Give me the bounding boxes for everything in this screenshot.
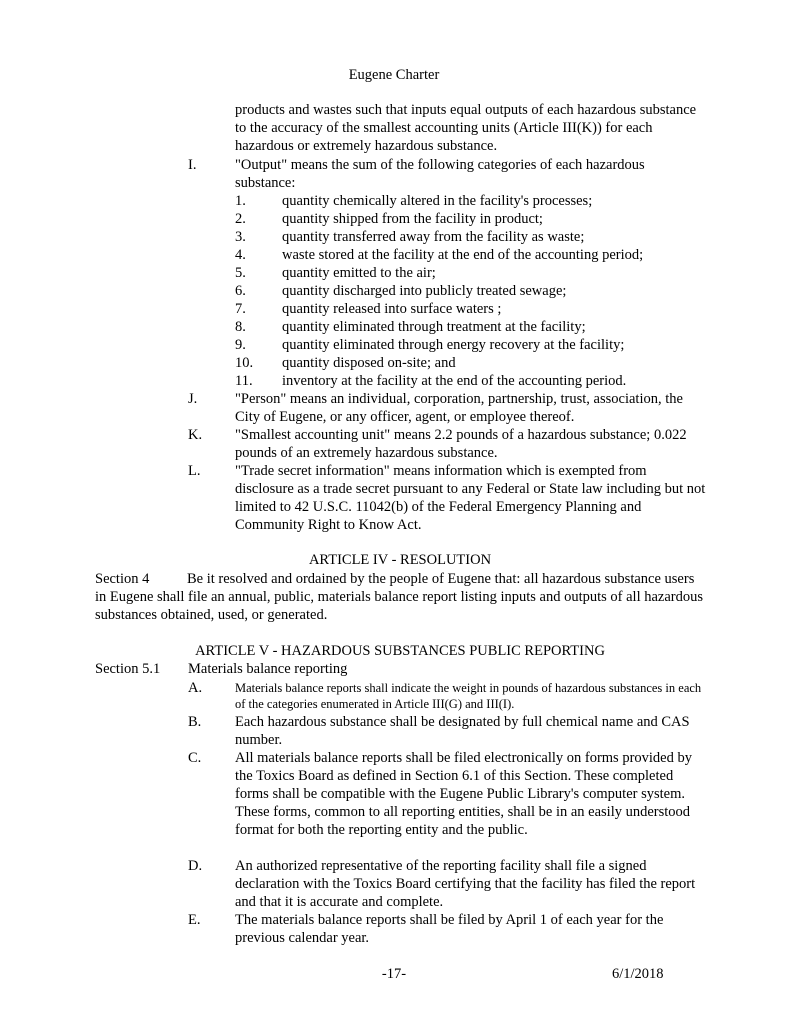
list-item-number: 5. <box>235 265 246 281</box>
definition-text: "Person" means an individual, corporation, partnership, trust, association, the City of Eugene, or any officer, agent, or employee thereof. <box>235 391 683 425</box>
definition-letter: J. <box>188 391 198 407</box>
list-item-number: 2. <box>235 211 246 227</box>
definition-letter: K. <box>188 427 203 443</box>
definition-letter: I. <box>188 157 197 173</box>
item-letter: B. <box>188 714 202 730</box>
article-v-heading: ARTICLE V - HAZARDOUS SUBSTANCES PUBLIC REPORTING <box>195 643 605 659</box>
footer-date: 6/1/2018 <box>612 966 664 982</box>
item-text: An authorized representative of the reporting facility shall file a signed declaration with the Toxics Board certifying that the facility has filed the report and that it is accurate and complete. <box>235 858 696 910</box>
article-iv-heading: ARTICLE IV - RESOLUTION <box>308 552 492 568</box>
list-item-text: waste stored at the facility at the end of the accounting period; <box>282 247 644 263</box>
list-item-number: 9. <box>235 337 246 353</box>
section-label: Section 5.1 <box>95 661 161 677</box>
item-letter: D. <box>188 858 203 874</box>
list-item-text: quantity emitted to the air; <box>282 265 436 281</box>
definition-text: "Trade secret information" means information which is exempted from disclosure as a trade secret pursuant to any Federal or State law including but not limited to 42 U.S.C. 11042(b) of the Federal Emergency Planning and Community Right to Know Act. <box>235 463 706 533</box>
list-item-number: 1. <box>235 193 246 209</box>
list-item-text: quantity eliminated through energy recovery at the facility; <box>282 337 625 353</box>
definition-text: "Output" means the sum of the following categories of each hazardous substance: <box>235 157 645 191</box>
page-number: -17- <box>381 966 407 982</box>
item-text: Materials balance reports shall indicate the weight in pounds of hazardous substances in each of the categories enumerated in Article III(G) and III(I). <box>235 681 702 711</box>
section-text: Be it resolved and ordained by the people of Eugene that: all hazardous substance users in Eugene shall file an annual, public, materials balance report listing inputs and outputs of all hazardous substances obtained, used, or generated. <box>95 571 704 623</box>
list-item-number: 3. <box>235 229 246 245</box>
page-header-title: Eugene Charter <box>348 67 440 83</box>
list-item-text: quantity shipped from the facility in product; <box>282 211 543 227</box>
continuation-paragraph: products and wastes such that inputs equal outputs of each hazardous substance to the accuracy of the smallest accounting units (Article III(K)) for each hazardous or extremely hazardous substance. <box>235 102 697 154</box>
list-item-number: 10. <box>235 355 254 371</box>
list-item-number: 6. <box>235 283 246 299</box>
list-item-text: quantity disposed on-site; and <box>282 355 456 371</box>
list-item-text: quantity discharged into publicly treated sewage; <box>282 283 567 299</box>
item-text: The materials balance reports shall be filed by April 1 of each year for the previous calendar year. <box>235 912 664 946</box>
item-letter: A. <box>188 680 203 696</box>
list-item-number: 8. <box>235 319 246 335</box>
section-label: Section 4 <box>95 571 150 587</box>
list-item-text: inventory at the facility at the end of the accounting period. <box>282 373 627 389</box>
definition-letter: L. <box>188 463 201 479</box>
list-item-number: 11. <box>235 373 253 389</box>
list-item-text: quantity chemically altered in the facility's processes; <box>282 193 593 209</box>
list-item-number: 7. <box>235 301 246 317</box>
list-item-text: quantity transferred away from the facility as waste; <box>282 229 585 245</box>
section-title: Materials balance reporting <box>188 661 348 677</box>
list-item-text: quantity eliminated through treatment at the facility; <box>282 319 586 335</box>
list-item-text: quantity released into surface waters ; <box>282 301 502 317</box>
list-item-number: 4. <box>235 247 246 263</box>
item-text: All materials balance reports shall be filed electronically on forms provided by the Toxics Board as defined in Section 6.1 of this Section. These completed forms shall be compatible with the Eugene Public Library's computer system. These forms, common to all reporting entities, shall be in an easily understood format for both the reporting entity and the public. <box>235 750 692 838</box>
item-text: Each hazardous substance shall be designated by full chemical name and CAS number. <box>235 714 690 748</box>
item-letter: C. <box>188 750 202 766</box>
definition-text: "Smallest accounting unit" means 2.2 pounds of a hazardous substance; 0.022 pounds of an extremely hazardous substance. <box>235 427 687 461</box>
item-letter: E. <box>188 912 201 928</box>
